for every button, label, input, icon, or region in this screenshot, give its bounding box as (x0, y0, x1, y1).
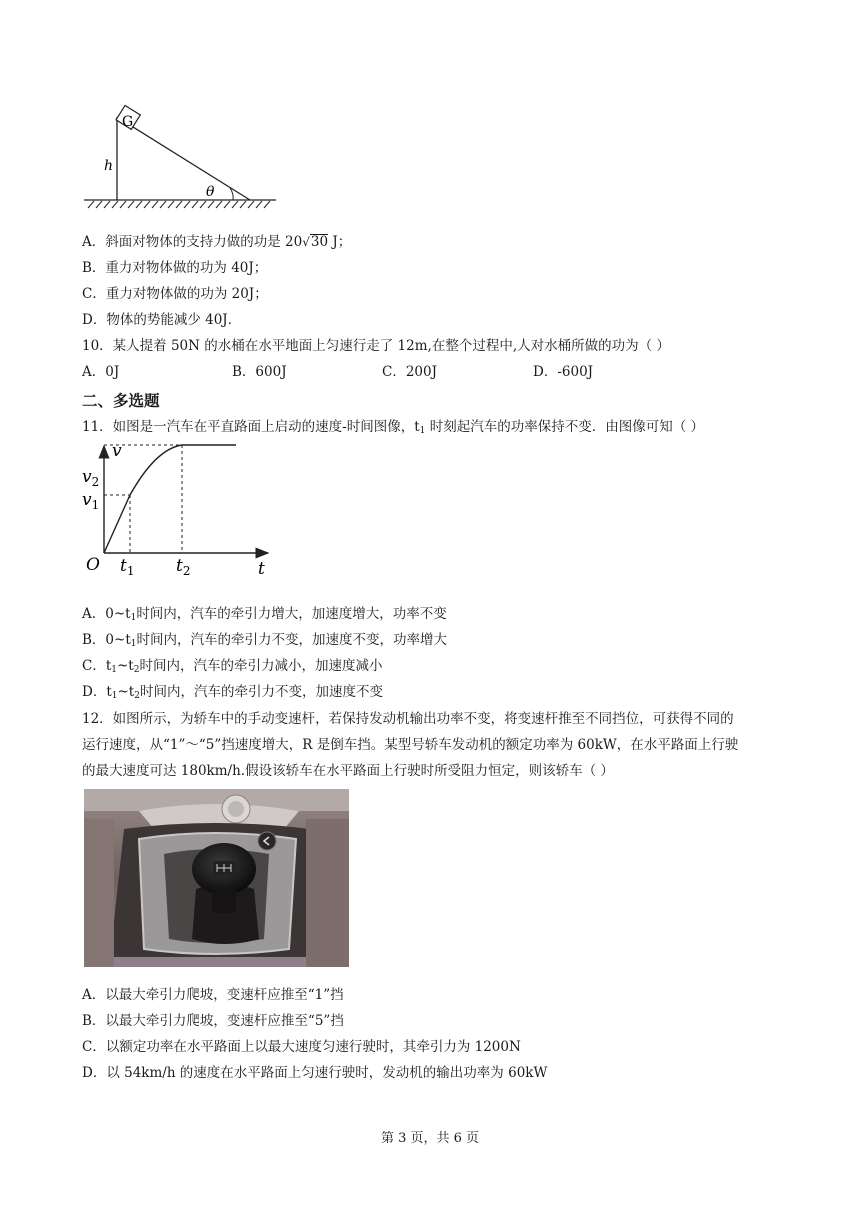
q11-option-a: A．$0\sim t_1$时间内，汽车的牵引力增大，加速度增大，功率不变 (82, 606, 447, 623)
sqrt-30: 30 (310, 234, 329, 250)
velocity-time-chart (82, 440, 282, 580)
q12-stem-line1: 12．如图所示，为轿车中的手动变速杆，若保持发动机输出功率不变，将变速杆推至不同挡位，可获得不同的 (82, 711, 734, 727)
y-axis-label: v (112, 441, 122, 461)
q12-option-d: D．以 54km/h 的速度在水平路面上匀速行驶时，发动机的输出功率为 60kW (82, 1065, 548, 1081)
q9-option-c: C．重力对物体做的功为 20J； (82, 286, 268, 302)
q12-option-b: B．以最大牵引力爬坡，变速杆应推至“5”挡 (82, 1013, 344, 1029)
x-tick-t1: $t_1$ (120, 556, 135, 578)
y-tick-v1: $v_1$ (82, 490, 100, 512)
q11-option-b: B．$0\sim t_1$时间内，汽车的牵引力不变，加速度不变，功率增大 (82, 632, 447, 649)
incline-figure (84, 104, 284, 214)
incline-angle-label: θ (206, 184, 215, 200)
q10-option-c: C．200J (382, 364, 438, 380)
q12-option-a: A．以最大牵引力爬坡，变速杆应推至“1”挡 (82, 987, 344, 1003)
velocity-curve (104, 445, 236, 553)
q11-option-d: D．$t_1\sim t_2$时间内，汽车的牵引力不变，加速度不变 (82, 684, 383, 701)
q10-option-a: A．0J (82, 364, 120, 380)
q9-option-d: D．物体的势能减少 40J． (82, 312, 242, 328)
gear-shifter-photo (84, 789, 349, 967)
q10-option-d: D．-600J (533, 364, 594, 380)
q12-stem-line2: 运行速度，从“1”～“5”挡速度增大，R 是倒车挡。某型号轿车发动机的额定功率为 60kW，在水平路面上行驶 (82, 737, 739, 753)
q11-stem: 11．如图是一汽车在平直路面上启动的速度-时间图像，$t_1$ 时刻起汽车的功率保持不变．由图像可知（ ） (82, 419, 704, 436)
q9-option-b: B．重力对物体做的功为 40J； (82, 260, 268, 276)
incline-height-label: h (104, 158, 114, 174)
y-tick-v2: $v_2$ (82, 467, 100, 489)
incline-box-label: G (122, 114, 134, 130)
q12-stem-line3: 的最大速度可达 180km/h.假设该轿车在水平路面上行驶时所受阻力恒定，则该轿车（ ） (82, 763, 614, 779)
x-axis-label: t (258, 559, 265, 579)
q10-stem: 10．某人提着 50N 的水桶在水平地面上匀速行走了 12m,在整个过程中,人对水桶所做的功为（ ） (82, 338, 670, 354)
q11-option-c: C．$t_1\sim t_2$时间内，汽车的牵引力减小，加速度减小 (82, 658, 383, 675)
q9-option-a: A．斜面对物体的支持力做的功是 20√30 J； (82, 234, 352, 250)
section-title: 二、多选题 (82, 392, 160, 410)
q12-option-c: C．以额定功率在水平路面上以最大速度匀速行驶时，其牵引力为 1200N (82, 1039, 521, 1055)
q10-option-b: B．600J (232, 364, 287, 380)
origin-label: O (86, 555, 100, 575)
x-tick-t2: $t_2$ (176, 556, 191, 578)
page-footer: 第 3 页，共 6 页 (380, 1131, 480, 1146)
